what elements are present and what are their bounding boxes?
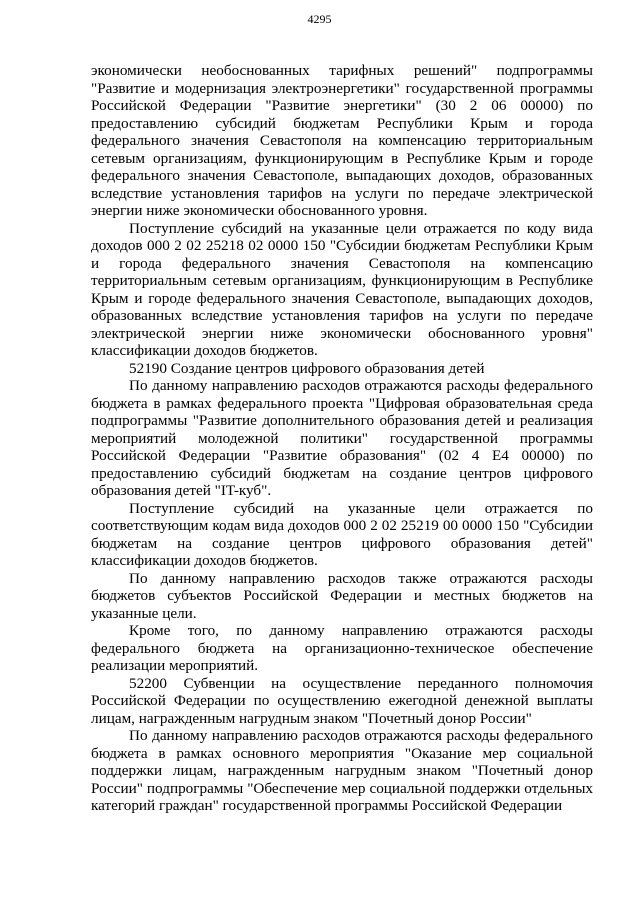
page-number: 4295 <box>307 12 332 26</box>
paragraph-continuation: экономически необоснованных тарифных решений" подпрограммы "Развитие и модернизация электроэнергетики" государственной программы Российской Федерации "Развитие энергетики" (30 2 06 00000) по предоставлению субсидий бюджетам Республики Крым и города федерального значения Севастополя на компенсацию территориальным сетевым организациям, функционирующим в Республике Крым и городе федерального значения Севастополе, выпадающих доходов, образованных вследствие установления тарифов на услуги по передаче электрической энергии ниже экономически обоснованного уровня. <box>91 62 593 219</box>
paragraph: По данному направлению расходов отражаются расходы федерального бюджета в рамках федерального проекта "Цифровая образовательная среда подпрограммы "Развитие дополнительного образования детей и реализация мероприятий молодежной политики" государственной программы Российской Федерации "Развитие образования" (02 4 Е4 00000) по предоставлению субсидий бюджетам на создание центров цифрового образования детей "IT-куб". <box>91 377 593 499</box>
paragraph: По данному направлению расходов отражаются расходы федерального бюджета в рамках основного мероприятия "Оказание мер социальной поддержки лицам, награжденным нагрудным знаком "Почетный донор России" подпрограммы "Обеспечение мер социальной поддержки отдельных категорий граждан" государственной программы Российской Федерации <box>91 727 593 814</box>
document-body <box>91 62 593 815</box>
paragraph: По данному направлению расходов также отражаются расходы бюджетов субъектов Российской Федерации и местных бюджетов на указанные цели. <box>91 569 593 622</box>
paragraph: Поступление субсидий на указанные цели отражается по коду вида доходов 000 2 02 25218 02 0000 150 "Субсидии бюджетам Республики Крым и города федерального значения Севастополя на компенсацию территориальным сетевым организациям, функционирующим в Республике Крым и городе федерального значения Севастополе, выпадающих доходов, образованных вследствие установления тарифов на услуги по передаче электрической энергии ниже экономически обоснованного уровня" классификации доходов бюджетов. <box>91 219 593 359</box>
paragraph: Кроме того, по данному направлению отражаются расходы федерального бюджета на организационно-техническое обеспечение реализации мероприятий. <box>91 622 593 674</box>
section-heading-52190: 52190 Создание центров цифрового образования детей <box>129 359 485 377</box>
section-heading-52200: 52200 Субвенции на осуществление переданного полномочия Российской Федерации по осуществлению ежегодной денежной выплаты лицам, награжденным нагрудным знаком "Почетный донор России" <box>91 674 593 727</box>
paragraph: Поступление субсидий на указанные цели отражается по соответствующим кодам вида доходов 000 2 02 25219 00 0000 150 "Субсидии бюджетам на создание центров цифрового образования детей" классификации доходов бюджетов. <box>91 499 593 569</box>
